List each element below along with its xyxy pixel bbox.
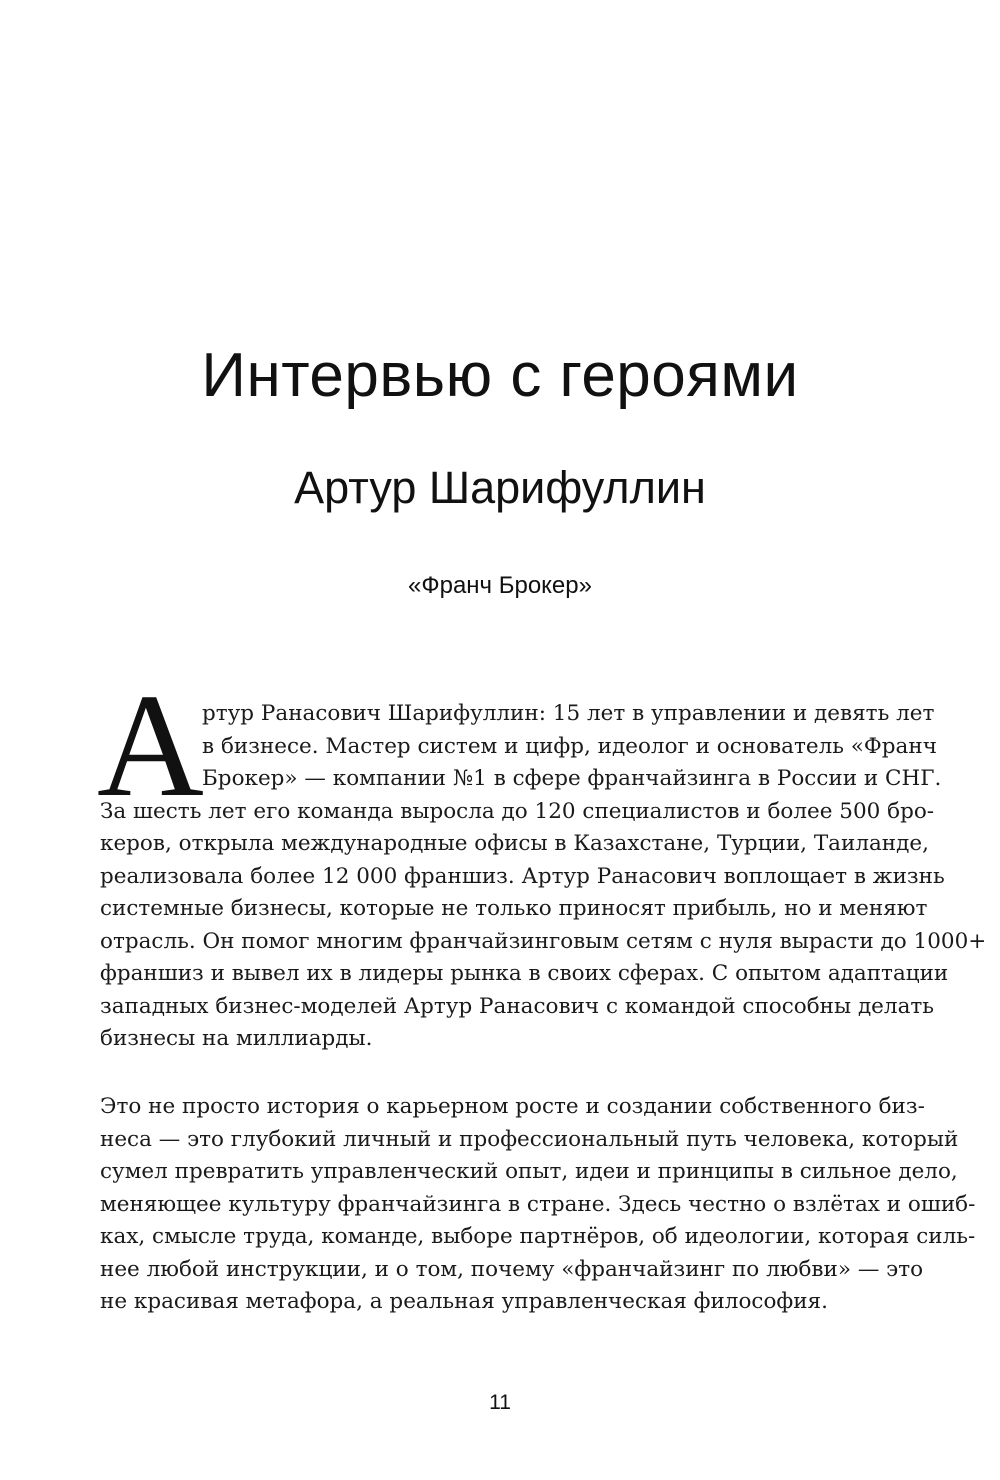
paragraph-line: западных бизнес-моделей Артур Ранасович с командой способны делать [100,993,934,1019]
intro-paragraph [100,698,987,1056]
paragraph-line: реализовала более 12 000 франшиз. Артур Ранасович воплощает в жизнь [100,863,945,889]
person-name: Артур Шарифуллин [294,462,706,513]
paragraph-line: меняющее культуру франчайзинга в стране. Здесь честно о взлётах и ошиб- [100,1191,976,1217]
company-name: «Франч Брокер» [408,572,592,599]
paragraph-line: в бизнесе. Мастер систем и цифр, идеолог и основатель «Франч [202,733,937,759]
drop-cap-letter: А [97,664,204,828]
second-paragraph [100,1091,976,1319]
paragraph-line: Брокер» — компании №1 в сфере франчайзинга в России и СНГ. [202,766,942,791]
chapter-title: Интервью с героями [201,341,799,410]
paragraph-line: не красивая метафора, а реальная управленческая философия. [100,1289,828,1314]
paragraph-line: За шесть лет его команда выросла до 120 специалистов и более 500 бро- [100,798,935,824]
paragraph-line: системные бизнесы, которые не только приносят прибыль, но и меняют [100,896,928,921]
paragraph-line: сумел превратить управленческий опыт, идеи и принципы в сильное дело, [100,1159,958,1184]
paragraph-line: ртур Ранасович Шарифуллин: 15 лет в управлении и девять лет [202,701,935,726]
page-number: 11 [489,1391,511,1414]
paragraph-line: отрасль. Он помог многим франчайзинговым сетям с нуля вырасти до 1000+ [100,928,987,954]
paragraph-line: Это не просто история о карьерном росте и создании собственного биз- [100,1094,925,1119]
paragraph-line: франшиз и вывел их в лидеры рынка в своих сферах. С опытом адаптации [100,961,949,986]
paragraph-line: нее любой инструкции, и о том, почему «франчайзинг по любви» — это [100,1256,924,1282]
paragraph-line: ках, смысле труда, команде, выборе партнёров, об идеологии, которая силь- [100,1224,976,1249]
paragraph-line: неса — это глубокий личный и профессиональный путь человека, который [100,1126,959,1152]
paragraph-line: бизнесы на миллиарды. [100,1026,373,1051]
paragraph-line: керов, открыла международные офисы в Казахстане, Турции, Таиланде, [100,831,929,856]
